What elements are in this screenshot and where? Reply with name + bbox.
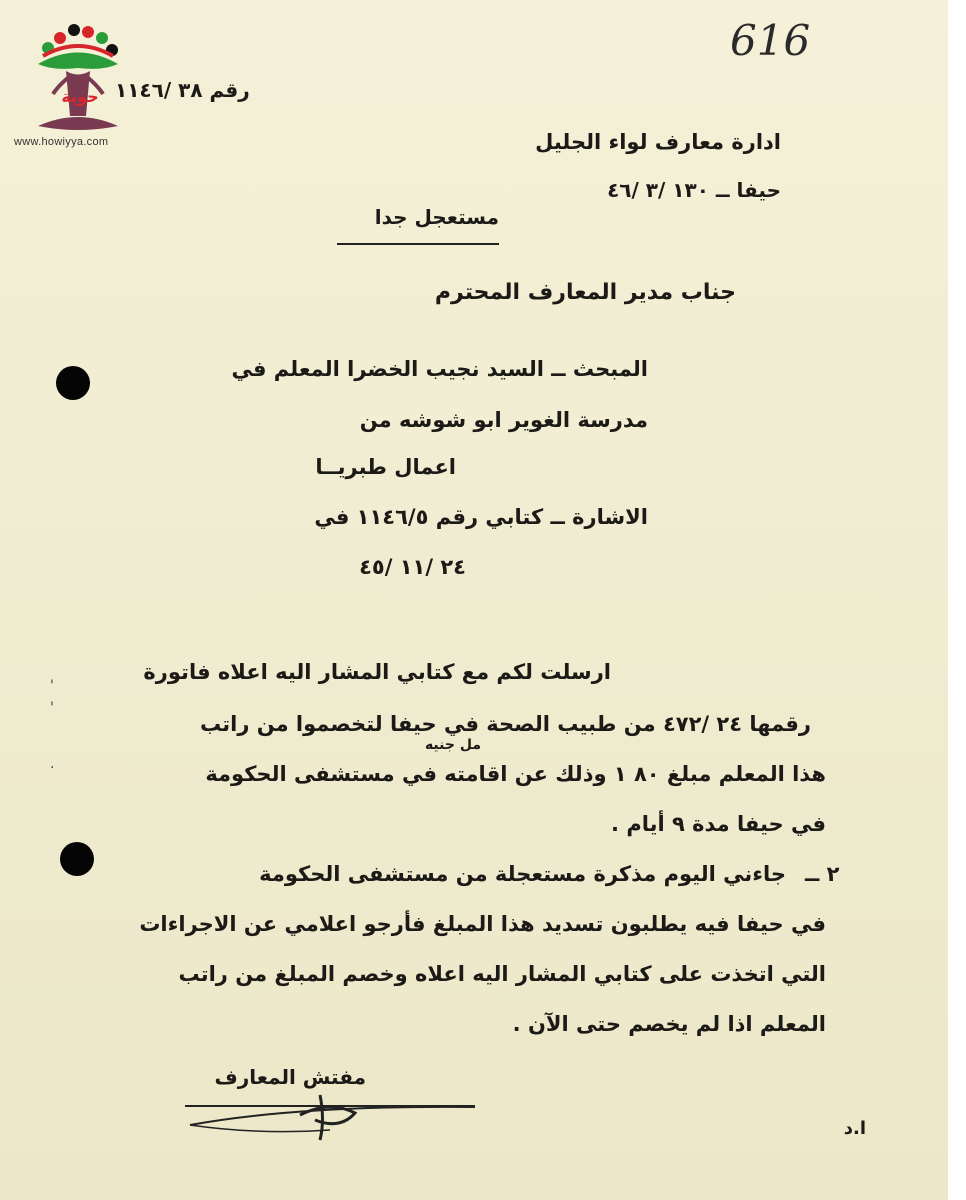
body-p1-line-1: ارسلت لكم مع كتابي المشار اليه اعلاه فاتورة [143,660,611,684]
subject-line-4: الاشارة ــ كتابي رقم ١١٤٦/٥ في [314,505,648,529]
page-number: 616 [730,16,811,65]
margin-mark: ' [50,700,54,716]
punch-hole-top [56,366,90,400]
addressee: جناب مدير المعارف المحترم [434,280,736,305]
urgency-underline [337,243,499,245]
subject-line-2: مدرسة الغوير ابو شوشه من [359,408,648,432]
signature-mark [180,1085,480,1145]
signatory-title: مفتش المعارف [214,1065,366,1089]
reference-number: رقم ٣٨ /١١٤٦ [115,78,250,102]
body-p1-line-4: في حيفا مدة ٩ أيام . [611,812,826,836]
body-p2-line-2: في حيفا فيه يطلبون تسديد هذا المبلغ فأرجو اعلامي عن الاجراءات [139,912,826,936]
subject-line-3: اعمال طبريــا [315,455,456,479]
typist-initials: ا.د [843,1118,866,1139]
margin-mark: ' [50,678,54,694]
body-p2-line-4: المعلم اذا لم يخصم حتى الآن . [512,1012,826,1036]
body-p2-line-1: جاءني اليوم مذكرة مستعجلة من مستشفى الحكومة [259,862,786,886]
signature-line [185,1105,475,1107]
body-p1-line-2: رقمها ٢٤ /٤٧٢ من طبيب الصحة في حيفا لتخصموا من راتب [200,712,811,736]
punch-hole-bottom [60,842,94,876]
subject-line-1: المبحث ــ السيد نجيب الخضرا المعلم في [231,357,648,381]
tree-icon [38,24,118,130]
body-p1-line-3: هذا المعلم مبلغ ٨٠ ١ وذلك عن اقامته في مستشفى الحكومة [205,762,826,786]
place-date: حيفا ــ ١٣٠ /٣ /٤٦ [607,178,781,202]
scan-edge [948,0,966,1200]
subject-line-5: ٢٤ /١١ /٤٥ [359,555,466,579]
body-p2-number: ٢ ــ [805,862,840,886]
margin-mark: · [50,760,55,776]
body-insertion: مل جنيه [424,737,481,753]
watermark-brand: حوية [61,87,99,106]
body-p2-line-3: التي اتخذت على كتابي المشار اليه اعلاه وخصم المبلغ من راتب [178,962,826,986]
watermark-url: www.howiyya.com [14,136,109,148]
urgency-note: مستعجل جدا [374,205,499,229]
office-name: ادارة معارف لواء الجليل [535,130,781,154]
